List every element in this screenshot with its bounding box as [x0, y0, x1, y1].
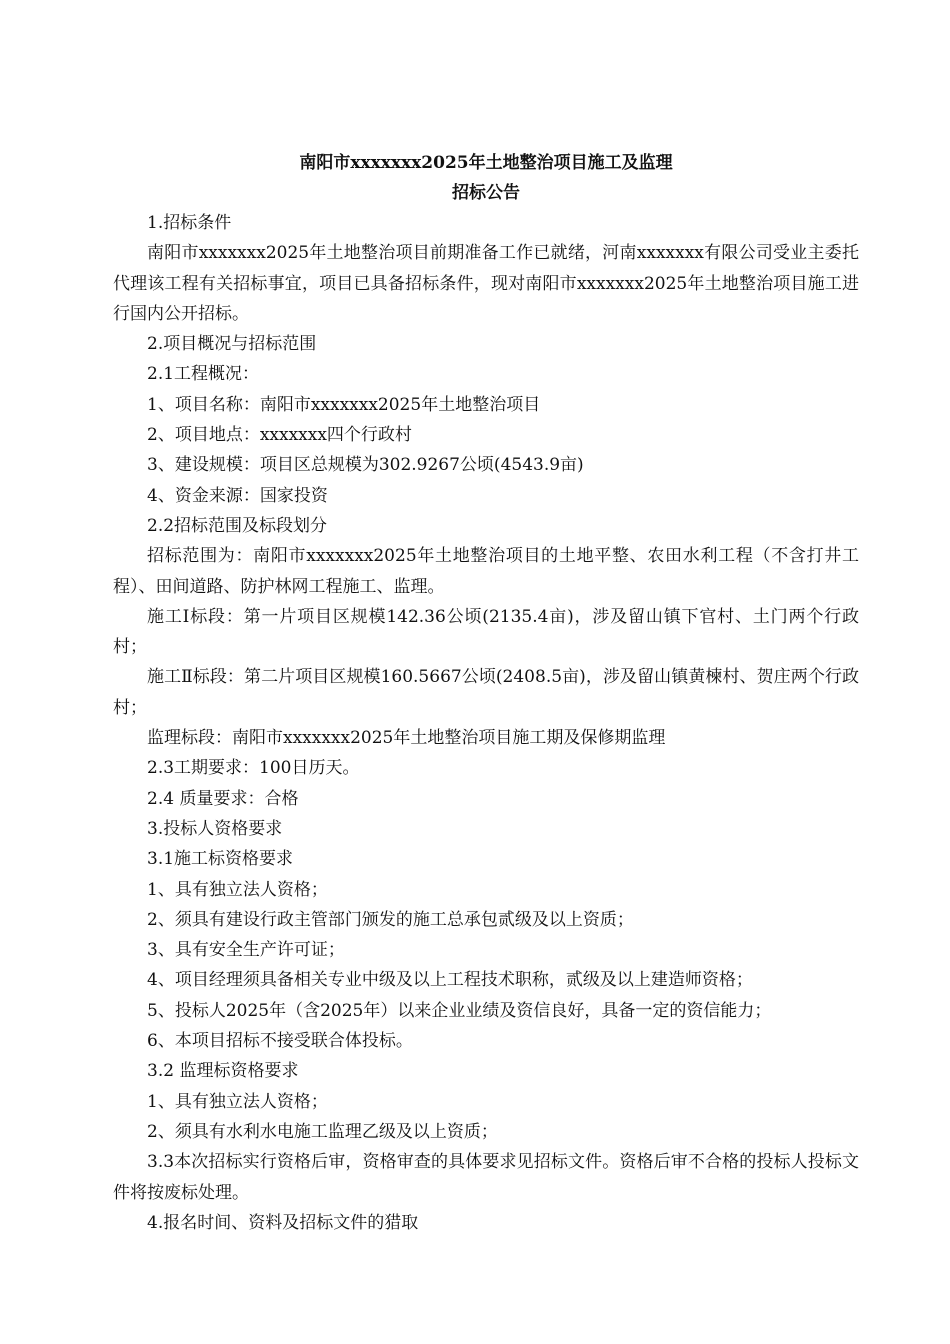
list-item: 1、具有独立法人资格；: [147, 1091, 328, 1112]
document-title: 南阳市xxxxxxx2025年土地整治项目施工及监理: [299, 153, 673, 173]
subsection-heading: 3.2 监理标资格要求: [147, 1061, 299, 1082]
list-item: 1、项目名称：南阳市xxxxxxx2025年土地整治项目: [147, 394, 541, 415]
section-heading: 3.投标人资格要求: [147, 818, 283, 839]
list-item: 6、本项目招标不接受联合体投标。: [147, 1031, 413, 1052]
subsection-heading: 2.4 质量要求：合格: [147, 788, 299, 809]
subsection-heading: 2.1工程概况：: [147, 364, 260, 385]
list-item: 3、建设规模：项目区总规模为302.9267公顷(4543.9亩): [147, 455, 584, 476]
list-item: 2、项目地点：xxxxxxx四个行政村: [147, 425, 412, 446]
list-item: 4、资金来源：国家投资: [147, 485, 328, 506]
list-item: 5、投标人2025年（含2025年）以来企业业绩及资信良好，具备一定的资信能力；: [147, 1000, 772, 1021]
list-item: 4、项目经理须具备相关专业中级及以上工程技术职称，贰级及以上建造师资格；: [147, 970, 753, 991]
paragraph: 监理标段：南阳市xxxxxxx2025年土地整治项目施工期及保修期监理: [147, 728, 666, 749]
section-heading: 1.招标条件: [147, 213, 232, 233]
list-item: 1、具有独立法人资格；: [147, 879, 328, 900]
subsection-heading: 2.3工期要求：100日历天。: [147, 758, 360, 779]
paragraph: 施工Ⅰ标段：第一片项目区规模142.36公顷(2135.4亩)，涉及留山镇下官村、土门两个行政村；: [113, 606, 859, 658]
section-heading: 2.项目概况与招标范围: [147, 334, 317, 355]
list-item: 2、须具有建设行政主管部门颁发的施工总承包贰级及以上资质；: [147, 909, 634, 930]
document-page: [113, 148, 859, 1238]
paragraph: 3.3本次招标实行资格后审，资格审查的具体要求见招标文件。资格后审不合格的投标人投标文件将按废标处理。: [113, 1152, 859, 1203]
subsection-heading: 2.2招标范围及标段划分: [147, 515, 328, 536]
list-item: 2、须具有水利水电施工监理乙级及以上资质；: [147, 1121, 498, 1142]
subsection-heading: 3.1施工标资格要求: [147, 849, 294, 870]
paragraph: 南阳市xxxxxxx2025年土地整治项目前期准备工作已就绪，河南xxxxxxx有限公司受业主委托代理该工程有关招标事宜，项目已具备招标条件，现对南阳市xxxxxxx2025年土地整治项目施工进行国内公开招标。: [113, 243, 859, 324]
paragraph: 施工Ⅱ标段：第二片项目区规模160.5667公顷(2408.5亩)，涉及留山镇黄楝村、贺庄两个行政村；: [113, 667, 859, 718]
section-heading: 4.报名时间、资料及招标文件的猎取: [147, 1212, 419, 1233]
document-subtitle: 招标公告: [452, 183, 520, 203]
list-item: 3、具有安全生产许可证；: [147, 940, 345, 961]
paragraph: 招标范围为：南阳市xxxxxxx2025年土地整治项目的土地平整、农田水利工程（不含打井工程）、田间道路、防护林网工程施工、监理。: [113, 546, 859, 597]
